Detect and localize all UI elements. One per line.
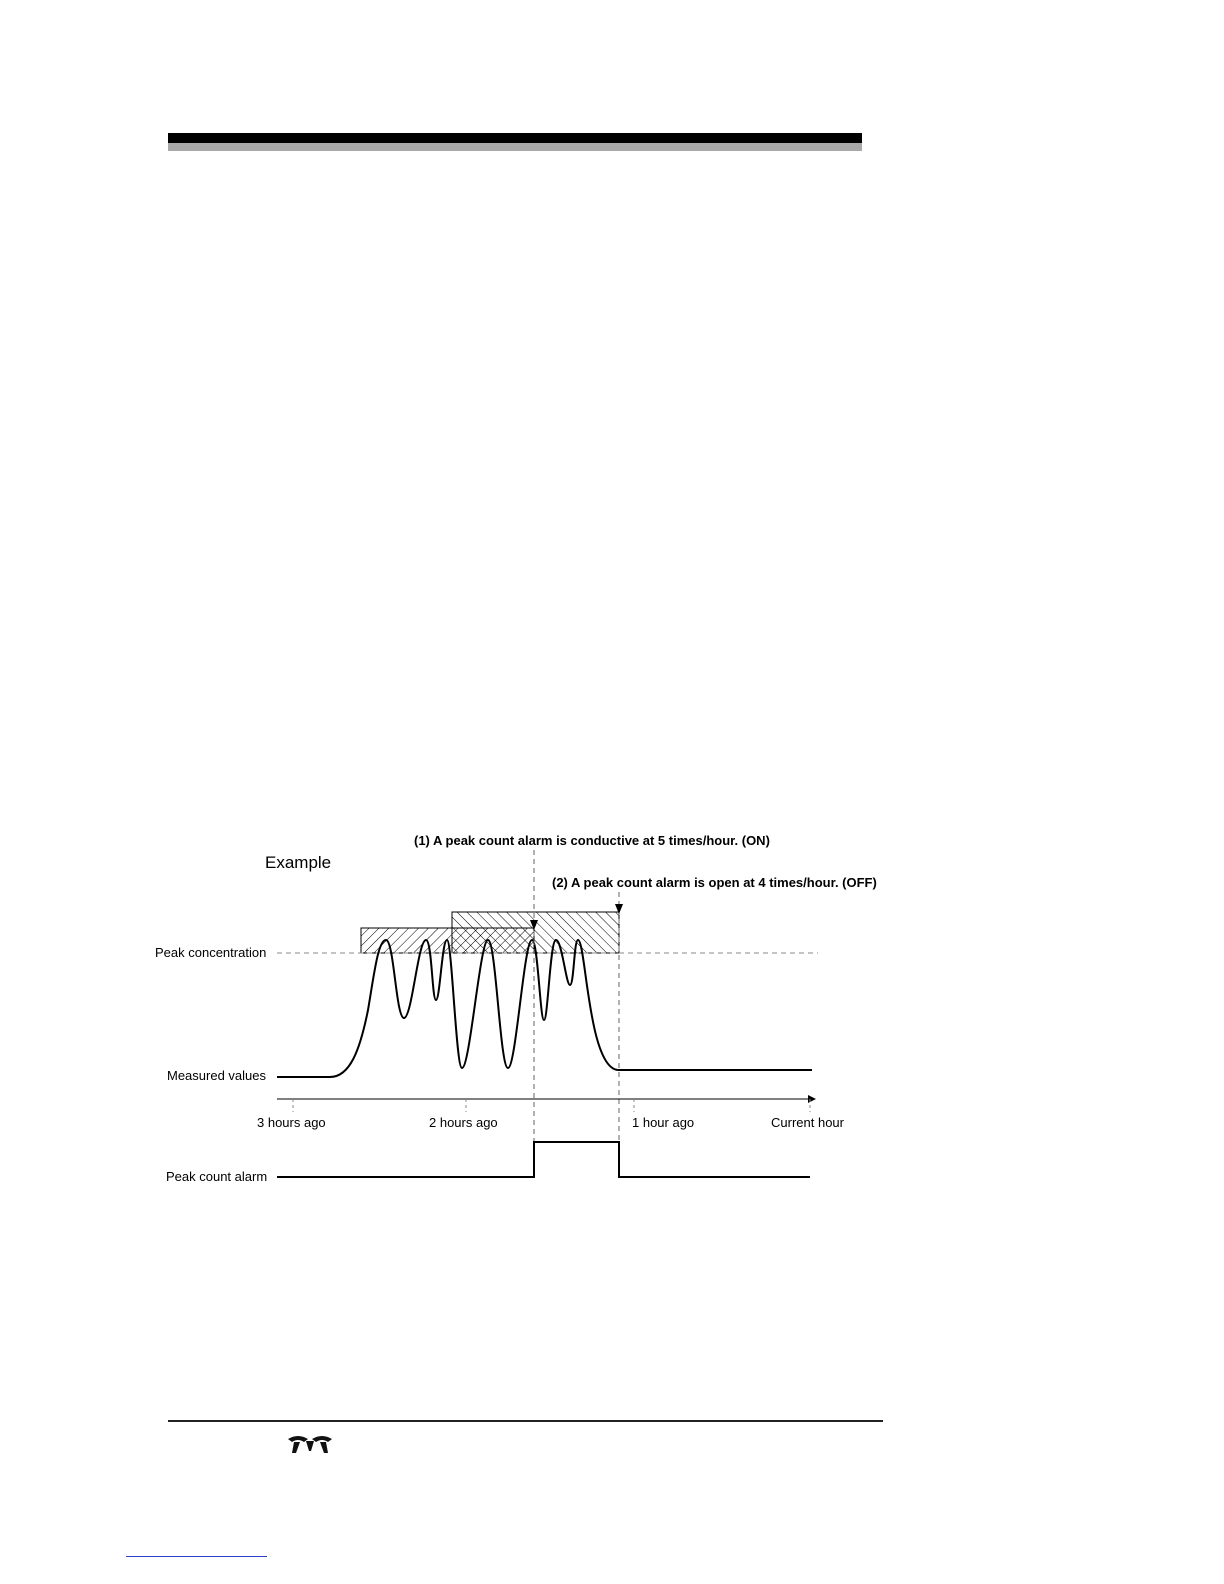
example-label: Example bbox=[265, 853, 332, 872]
annotation-alarm-off: (2) A peak count alarm is open at 4 times/hour. (OFF) bbox=[552, 875, 877, 890]
measured-values-curve bbox=[277, 940, 812, 1077]
time-label-3-hours-ago: 3 hours ago bbox=[257, 1115, 326, 1130]
time-label-1-hour-ago: 1 hour ago bbox=[632, 1115, 695, 1130]
time-axis-arrow bbox=[808, 1095, 816, 1103]
peak-concentration-label: Peak concentration bbox=[155, 945, 267, 960]
footer-rule bbox=[168, 1420, 883, 1422]
time-label-2-hours-ago: 2 hours ago bbox=[429, 1115, 498, 1130]
time-label-current-hour: Current hour bbox=[771, 1115, 844, 1130]
peak-count-alarm-signal bbox=[277, 1142, 810, 1177]
teledyne-logo-icon bbox=[286, 1433, 334, 1455]
link-underline[interactable] bbox=[126, 1556, 267, 1557]
peak-count-alarm-label: Peak count alarm bbox=[166, 1169, 268, 1184]
measured-values-label: Measured values bbox=[167, 1068, 266, 1083]
annotation-alarm-on: (1) A peak count alarm is conductive at 5 times/hour. (ON) bbox=[414, 833, 770, 848]
